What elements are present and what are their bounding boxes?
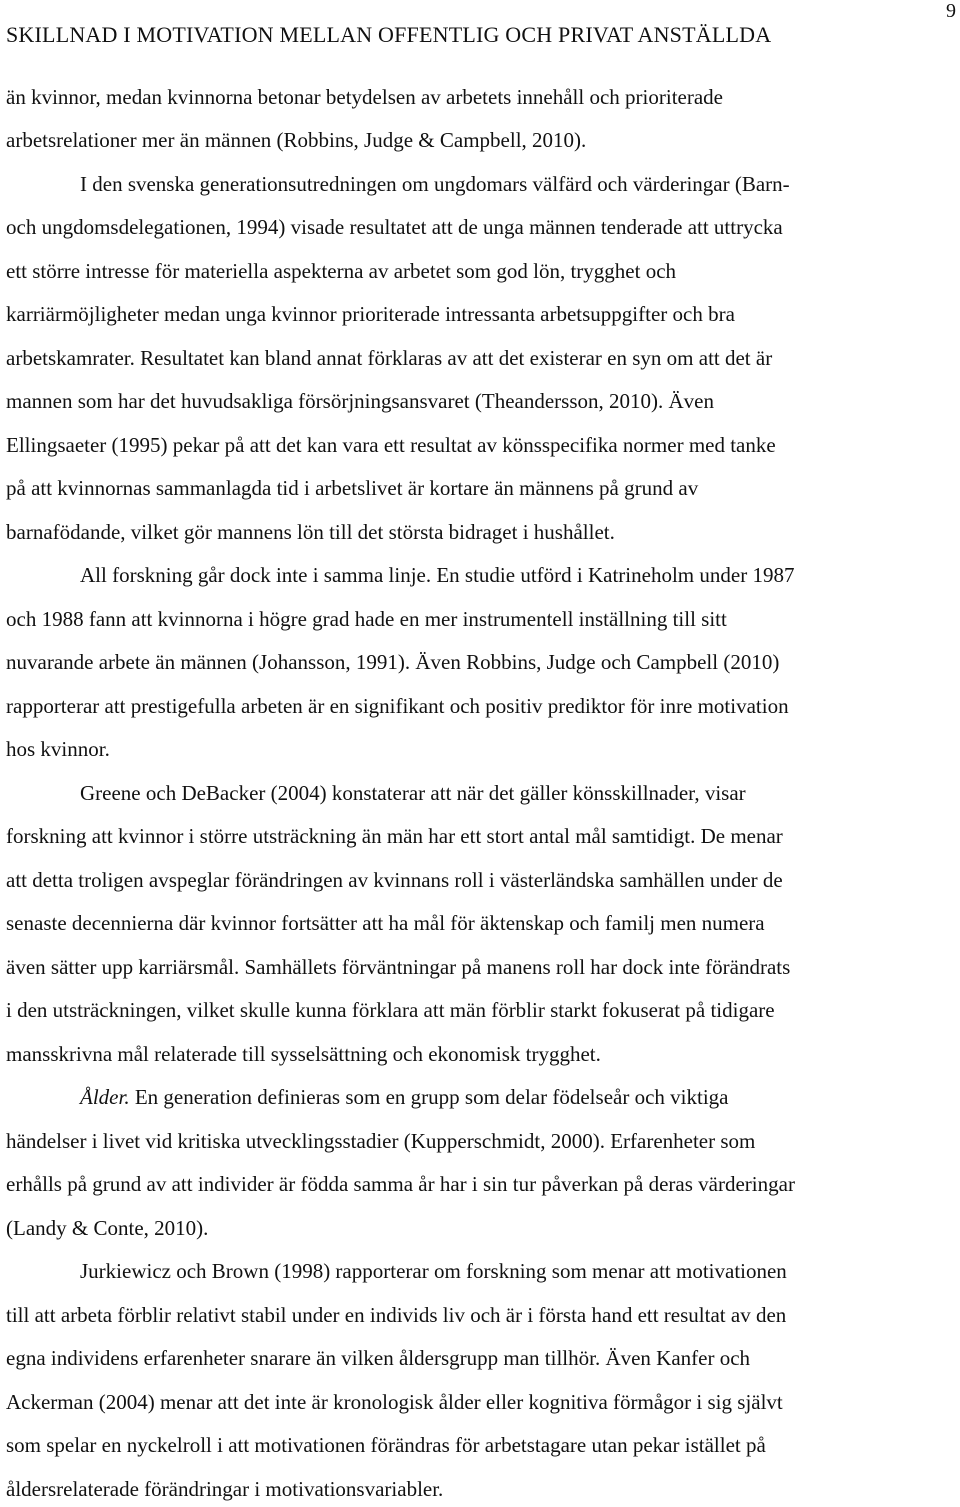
body-line: arbetsrelationer mer än männen (Robbins, Judge & Campbell, 2010). [6,128,587,152]
body-line: ett större intresse för materiella aspekterna av arbetet som god lön, trygghet och [6,259,677,283]
body-line-alder [80,1085,728,1110]
body-line: I den svenska generationsutredningen om ungdomars välfärd och värderingar (Barn- [80,172,790,196]
body-line: Ellingsaeter (1995) pekar på att det kan vara ett resultat av könsspecifika normer med tanke [6,433,776,457]
body-line: i den utsträckningen, vilket skulle kunna förklara att män förblir starkt fokuserat på tidigare [6,998,775,1022]
body-line: Jurkiewicz och Brown (1998) rapporterar om forskning som menar att motivationen [80,1259,787,1283]
body-line: karriärmöjligheter medan unga kvinnor prioriterade intressanta arbetsuppgifter och bra [6,302,735,326]
body-line: mansskrivna mål relaterade till sysselsättning och ekonomisk trygghet. [6,1042,601,1066]
body-line: rapporterar att prestigefulla arbeten är en signifikant och positiv prediktor för inre motivation [6,694,789,718]
body-line: och ungdomsdelegationen, 1994) visade resultatet att de unga männen tenderade att uttrycka [6,215,783,239]
body-line: All forskning går dock inte i samma linje. En studie utförd i Katrineholm under 1987 [80,563,795,587]
body-line: nuvarande arbete än männen (Johansson, 1991). Även Robbins, Judge och Campbell (2010) [6,650,780,674]
body-line: egna individens erfarenheter snarare än vilken åldersgrupp man tillhör. Även Kanfer och [6,1346,751,1370]
body-line: Greene och DeBacker (2004) konstaterar att när det gäller könsskillnader, visar [80,781,746,805]
body-line: än kvinnor, medan kvinnorna betonar betydelsen av arbetets innehåll och prioriterade [6,85,723,109]
body-line: och 1988 fann att kvinnorna i högre grad hade en mer instrumentell inställning till sitt [6,607,727,631]
body-line: (Landy & Conte, 2010). [6,1216,209,1240]
body-line: hos kvinnor. [6,737,110,761]
page-number: 9 [946,0,956,22]
body-line-alder-rest: En generation definieras som en grupp som delar födelseår och viktiga [129,1085,729,1109]
body-line: på att kvinnornas sammanlagda tid i arbetslivet är kortare än männens på grund av [6,476,699,500]
body-line: arbetskamrater. Resultatet kan bland annat förklaras av att det existerar en syn om att det är [6,346,773,370]
body-line: åldersrelaterade förändringar i motivationsvariabler. [6,1477,444,1501]
body-line: barnafödande, vilket gör mannens lön till det största bidraget i hushållet. [6,520,615,544]
body-line: som spelar en nyckelroll i att motivationen förändras för arbetstagare utan pekar istället på [6,1433,766,1457]
section-heading-alder: Ålder. [80,1085,130,1109]
body-line: forskning att kvinnor i större utsträckning än män har ett stort antal mål samtidigt. De menar [6,824,783,848]
body-line: att detta troligen avspeglar förändringen av kvinnans roll i västerländska samhällen under de [6,868,783,892]
body-line: händelser i livet vid kritiska utvecklingsstadier (Kupperschmidt, 2000). Erfarenheter som [6,1129,756,1153]
body-line: även sätter upp karriärsmål. Samhällets förväntningar på manens roll har dock inte förändrats [6,955,791,979]
body-line: mannen som har det huvudsakliga försörjningsansvaret (Theandersson, 2010). Även [6,389,714,413]
body-line: till att arbeta förblir relativt stabil under en individs liv och är i första hand ett resultat av den [6,1303,787,1327]
running-head: SKILLNAD I MOTIVATION MELLAN OFFENTLIG OCH PRIVAT ANSTÄLLDA [6,22,772,47]
body-line: senaste decennierna där kvinnor fortsätter att ha mål för äktenskap och familj men numera [6,911,765,935]
body-line: erhålls på grund av att individer är födda samma år har i sin tur påverkan på deras värderingar [6,1172,795,1196]
body-line: Ackerman (2004) menar att det inte är kronologisk ålder eller kognitiva förmågor i sig självt [6,1390,783,1414]
